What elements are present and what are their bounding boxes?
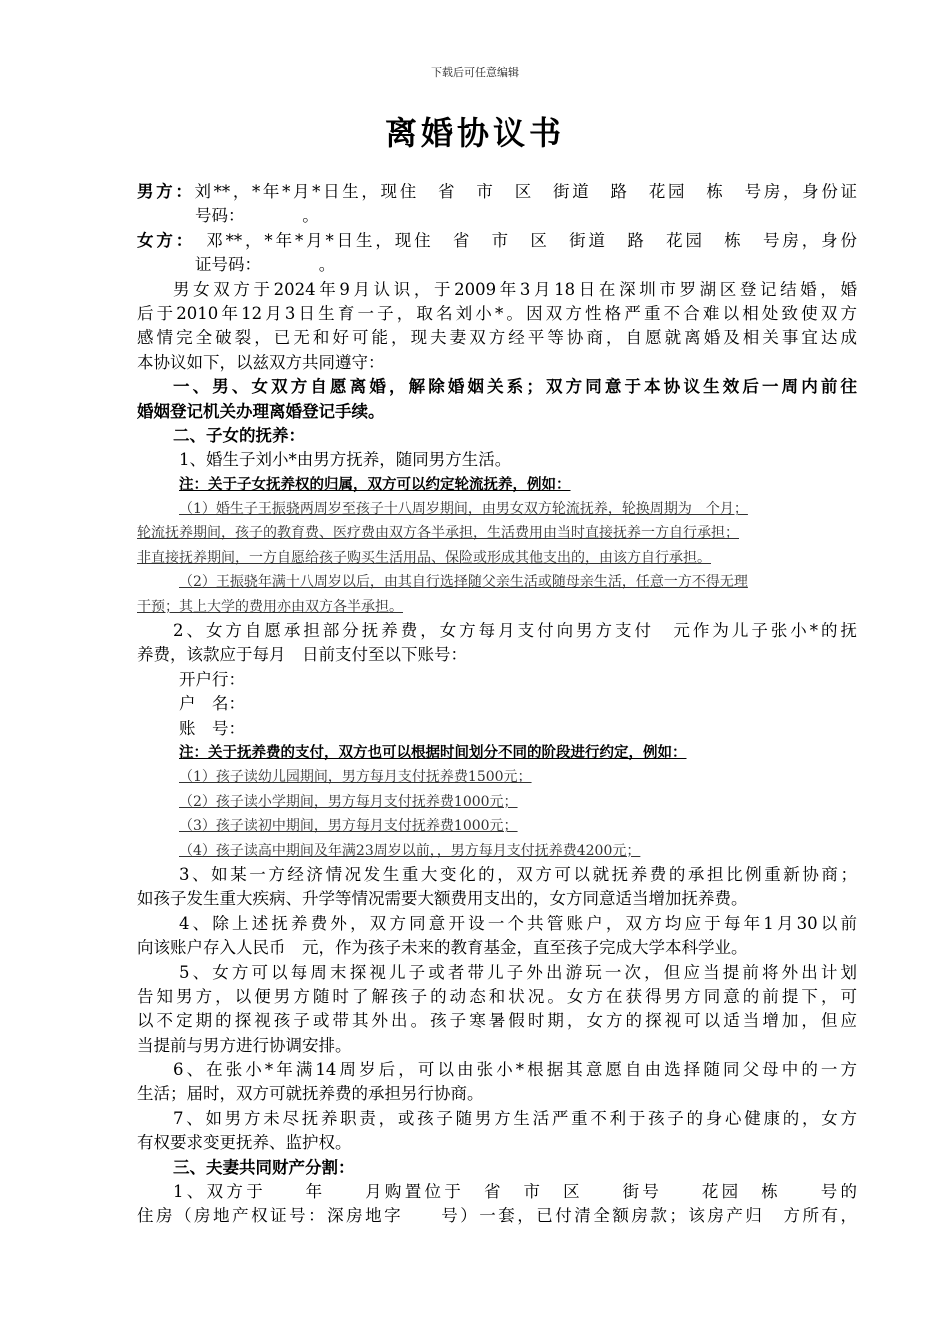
text-line: 二、子女的抚养： xyxy=(173,425,305,445)
text-line: 男方：刘**，*年*月*日生，现住 省 市 区 街道 路 花园 栋 号房，身份证 xyxy=(137,182,857,201)
text-line: 轮流抚养期间，孩子的教育费、医疗费由双方各半承担，生活费用由当时直接抚养一方自行承担； xyxy=(137,525,739,542)
text-line: 男女双方于2024年9月认识，于2009年3月18日在深圳市罗湖区登记结婚，婚 xyxy=(173,279,857,299)
text-line: （2）孩子读小学期间，男方每月支付抚养费1000元； xyxy=(179,793,518,810)
text-line: （1）孩子读幼儿园期间，男方每月支付抚养费1500元； xyxy=(179,769,532,786)
text-line: 告知男方，以便男方随时了解孩子的动态和状况。女方在获得男方同意的前提下，可 xyxy=(137,986,857,1006)
header-note: 下载后可任意编辑 xyxy=(431,66,519,79)
text-line: 7、如男方未尽抚养职责，或孩子随男方生活严重不利于孩子的身心健康的，女方 xyxy=(173,1108,857,1128)
text-line: 养费，该款应于每月 日前支付至以下账号： xyxy=(137,645,467,665)
text-line: 6、在张小*年满14周岁后，可以由张小*根据其意愿自由选择随同父母中的一方 xyxy=(173,1060,857,1080)
text-line: 账 号： xyxy=(179,718,245,738)
text-line: （2）王振骁年满十八周岁以后，由其自行选择随父亲生活或随母亲生活，任意一方不得无理 xyxy=(179,574,748,591)
text-line: 5、女方可以每周末探视儿子或者带儿子外出游玩一次，但应当提前将外出计划 xyxy=(179,962,857,982)
text-line: 注：关于抚养费的支付，双方也可以根据时间划分不同的阶段进行约定，例如： xyxy=(179,743,687,761)
document-title: 离婚协议书 xyxy=(384,114,565,152)
text-line: 向该账户存入人民币 元，作为孩子未来的教育基金，直至孩子完成大学本科学业。 xyxy=(137,938,748,958)
text-line: 3、如某一方经济情况发生重大变化的，双方可以就抚养费的承担比例重新协商； xyxy=(179,864,857,884)
text-line: 婚姻登记机关办理离婚登记手续。 xyxy=(137,401,385,421)
document-body xyxy=(137,180,857,1229)
text-line: 感情完全破裂，已无和好可能，现夫妻双方经平等协商，自愿就离婚及相关事宜达成 xyxy=(137,328,857,348)
text-line: （3）孩子读初中期间，男方每月支付抚养费1000元； xyxy=(179,818,518,835)
text-line: 户 名： xyxy=(179,694,245,714)
text-line: 三、夫妻共同财产分割： xyxy=(173,1157,355,1177)
text-line: 如孩子发生重大疾病、升学等情况需要大额费用支出的，女方同意适当增加抚养费。 xyxy=(137,889,748,909)
text-line: 以不定期的探视孩子或带其外出。孩子寒暑假时期，女方的探视可以适当增加，但应 xyxy=(137,1011,857,1031)
text-line: 住房（房地产权证号：深房地字 号）一套，已付清全额房款；该房产归 方所有， xyxy=(137,1206,857,1226)
text-line: 本协议如下，以兹双方共同遵守： xyxy=(137,352,385,372)
text-line: 2、女方自愿承担部分抚养费，女方每月支付向男方支付 元作为儿子张小*的抚 xyxy=(173,621,857,641)
text-line: 后于2010年12月3日生育一子，取名刘小*。因双方性格严重不合难以相处致使双方 xyxy=(137,303,857,323)
text-line: 生活；届时，双方可就抚养费的承担另行协商。 xyxy=(137,1084,484,1104)
text-line: 号码： 。 xyxy=(195,206,319,226)
text-line: 一、男、女双方自愿离婚，解除婚姻关系；双方同意于本协议生效后一周内前往 xyxy=(173,377,857,397)
text-line: 女方： 邓**，*年*月*日生，现住 省 市 区 街道 路 花园 栋 号房，身份 xyxy=(137,230,857,250)
text-line: （4）孩子读高中期间及年满23周岁以前，，男方每月支付抚养费4200元； xyxy=(179,842,641,859)
text-line: 注：关于子女抚养权的归属，双方可以约定轮流抚养，例如： xyxy=(179,475,571,493)
text-line: 开户行： xyxy=(179,669,245,689)
text-line: 4、除上述抚养费外，双方同意开设一个共管账户，双方均应于每年1月30以前 xyxy=(179,913,857,933)
text-line: 当提前与男方进行协调安排。 xyxy=(137,1035,352,1055)
text-line: 干预；其上大学的费用亦由双方各半承担。 xyxy=(137,598,403,615)
text-line: 有权要求变更抚养、监护权。 xyxy=(137,1133,352,1153)
text-line: 1、双方于 年 月购置位于 省 市 区 街号 花园 栋 号的 xyxy=(173,1182,857,1202)
text-line: 证号码： 。 xyxy=(195,255,336,275)
text-line: 非直接抚养期间，一方自愿给孩子购买生活用品、保险或形成其他支出的，由该方自行承担。 xyxy=(137,549,711,566)
text-line: （1）婚生子王振骁两周岁至孩子十八周岁期间，由男女双方轮流抚养，轮换周期为 个月； xyxy=(179,501,748,518)
text-line: 1、婚生子刘小*由男方抚养，随同男方生活。 xyxy=(179,450,512,470)
